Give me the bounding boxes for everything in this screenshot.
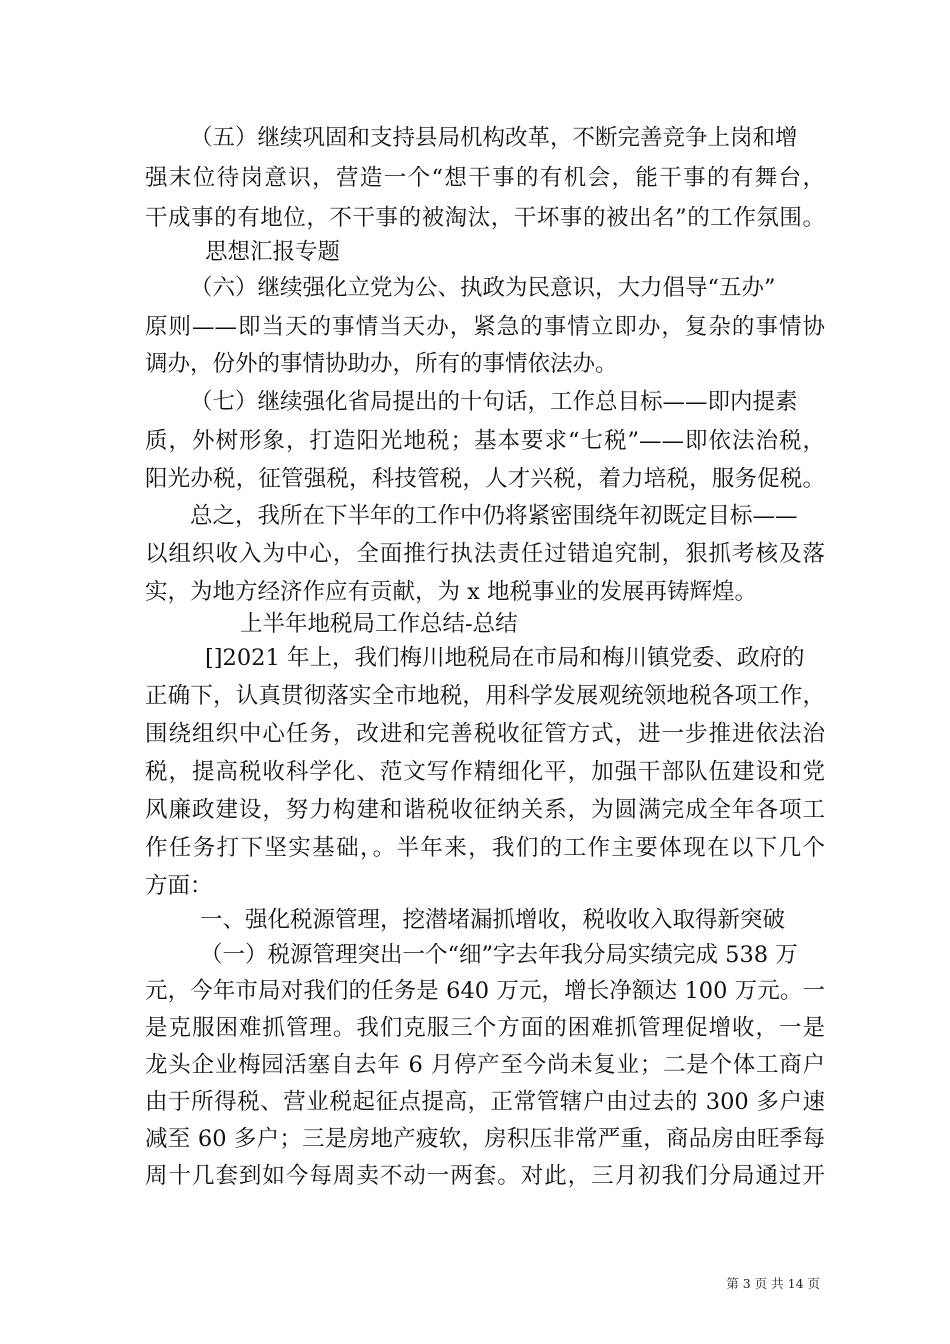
intro-line-4: 税，提高税收科学化、范文写作精细化平，加强干部队伍建设和党 <box>145 759 825 785</box>
sub-one-line-3: 是克服困难抓管理。我们克服三个方面的困难抓管理促增收，一是 <box>145 1015 825 1041</box>
para-7-line-1: （七）继续强化省局提出的十句话，工作总目标——即内提素 <box>190 389 798 415</box>
para-5-line-3: 干成事的有地位，不干事的被淘汰，干坏事的被出名”的工作氛围。 <box>145 205 825 231</box>
para-6-line-2: 原则——即当天的事情当天办，紧急的事情立即办，复杂的事情协 <box>145 314 825 340</box>
intro-line-2: 正确下，认真贯彻落实全市地税，用科学发展观统领地税各项工作， <box>145 683 825 709</box>
heading-one: 一、强化税源管理，挖潜堵漏抓增收，税收收入取得新突破 <box>200 907 786 933</box>
para-6-line-3: 调办，份外的事情协助办，所有的事情依法办。 <box>145 351 618 377</box>
intro-line-7: 方面： <box>145 873 213 899</box>
section-title: 上半年地税局工作总结-总结 <box>240 611 518 637</box>
para-5-line-1: （五）继续巩固和支持县局机构改革，不断完善竞争上岗和增 <box>190 125 798 151</box>
intro-line-6: 作任务打下坚实基础，。半年来，我们的工作主要体现在以下几个 <box>145 835 825 861</box>
intro-line-1: []2021 年上，我们梅川地税局在市局和梅川镇党委、政府的 <box>205 645 805 671</box>
section-note: 思想汇报专题 <box>205 239 341 265</box>
summary-line-2: 以组织收入为中心，全面推行执法责任过错追究制，狠抓考核及落 <box>145 541 825 567</box>
summary-line-1: 总之，我所在下半年的工作中仍将紧密围绕年初既定目标—— <box>190 503 798 529</box>
sub-one-line-6: 减至 60 多户；三是房地产疲软，房积压非常严重，商品房由旺季每 <box>145 1126 825 1152</box>
intro-line-3: 围绕组织中心任务，改进和完善税收征管方式，进一步推进依法治 <box>145 721 825 747</box>
para-6-line-1: （六）继续强化立党为公、执政为民意识，大力倡导“五办” <box>190 275 776 301</box>
page-number: 第 3 页 共 14 页 <box>726 1276 820 1291</box>
summary-line-3: 实，为地方经济作应有贡献，为 x 地税事业的发展再铸辉煌。 <box>145 579 757 605</box>
sub-one-line-4: 龙头企业梅园活塞自去年 6 月停产至今尚未复业；二是个体工商户 <box>145 1052 825 1078</box>
sub-one-line-5: 由于所得税、营业税起征点提高，正常管辖户由过去的 300 多户速 <box>145 1089 825 1115</box>
para-7-line-3: 阳光办税，征管强税，科技管税，人才兴税，着力培税，服务促税。 <box>145 466 825 492</box>
para-5-line-2: 强末位待岗意识，营造一个“想干事的有机会，能干事的有舞台， <box>145 165 825 191</box>
intro-line-5: 风廉政建设，努力构建和谐税收征纳关系，为圆满完成全年各项工 <box>145 797 825 823</box>
sub-one-line-1: （一）税源管理突出一个“细”字去年我分局实绩完成 538 万 <box>200 942 798 968</box>
sub-one-line-7: 周十几套到如今每周卖不动一两套。对此，三月初我们分局通过开 <box>145 1163 825 1189</box>
para-7-line-2: 质，外树形象，打造阳光地税；基本要求“七税”——即依法治税， <box>145 428 825 454</box>
sub-one-line-2: 元，今年市局对我们的任务是 640 万元，增长净额达 100 万元。一 <box>145 978 825 1004</box>
